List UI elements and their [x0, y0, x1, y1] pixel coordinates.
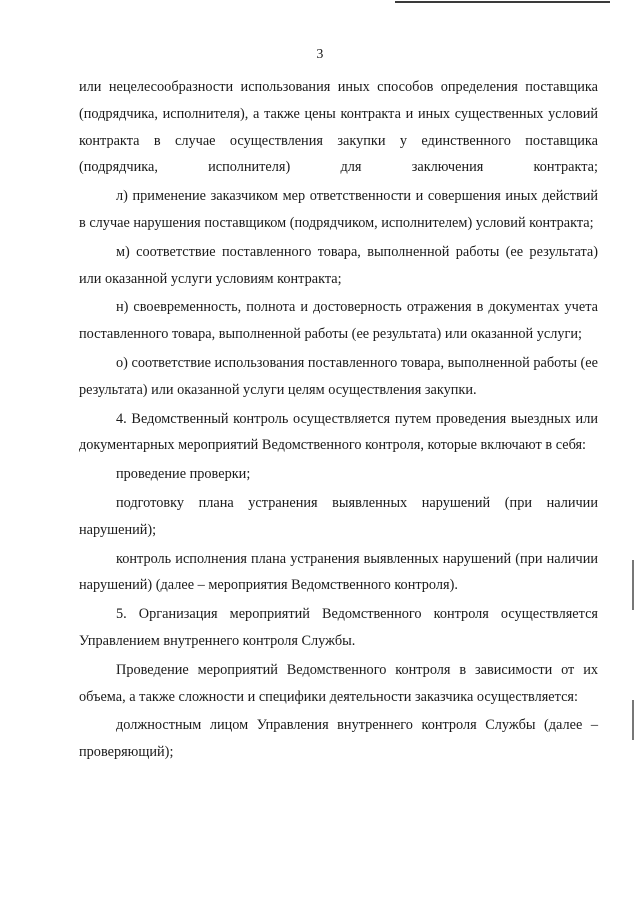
paragraph-official: должностным лицом Управления внутреннего контроля Службы (далее – проверяющий); [79, 717, 598, 761]
paragraph-item-l: л) применение заказчиком мер ответственности и совершения иных действий в случае нарушения поставщиком (подрядчиком, исполнителем) условий контракта; [79, 188, 598, 231]
list-item-inspection: проведение проверки; [116, 466, 251, 483]
scan-edge-mark [632, 700, 634, 740]
paragraph-item-o: о) соответствие использования поставленного товара, выполненной работы (ее результата) или оказанной услуги целям осуществления закупки. [79, 354, 599, 398]
list-item-control: контроль исполнения плана устранения выявленных нарушений (при наличии нарушений) (далее – мероприятия Ведомственного контроля). [79, 550, 598, 594]
scan-edge-mark [632, 560, 634, 610]
list-item-plan: подготовку плана устранения выявленных нарушений (при наличии нарушений); [79, 494, 598, 538]
paragraph-conduct: Проведение мероприятий Ведомственного контроля в зависимости от их объема, а также сложности и специфики деятельности заказчика осуществляется: [79, 661, 598, 705]
document-body [79, 74, 598, 768]
page-number: 3 [316, 47, 324, 62]
paragraph-continuation: или нецелесообразности использования иных способов определения поставщика (подрядчика, исполнителя), а также цены контракта и иных существенных условий контракта в случае осуществления закупки у единственного поставщика (подрядчика, исполнителя) для заключения контракта; [79, 79, 598, 176]
paragraph-item-n: н) своевременность, полнота и достоверность отражения в документах учета поставленного товара, выполненной работы (ее результата) или оказанной услуги; [79, 299, 598, 343]
paragraph-section-4: 4. Ведомственный контроль осуществляется путем проведения выездных или документарных мероприятий Ведомственного контроля, которые включают в себя: [79, 410, 598, 454]
paragraph-section-5: 5. Организация мероприятий Ведомственного контроля осуществляется Управлением внутреннего контроля Службы. [79, 606, 598, 649]
top-border-line [395, 1, 610, 3]
paragraph-item-m: м) соответствие поставленного товара, выполненной работы (ее результата) или оказанной услуги условиям контракта; [79, 243, 598, 287]
